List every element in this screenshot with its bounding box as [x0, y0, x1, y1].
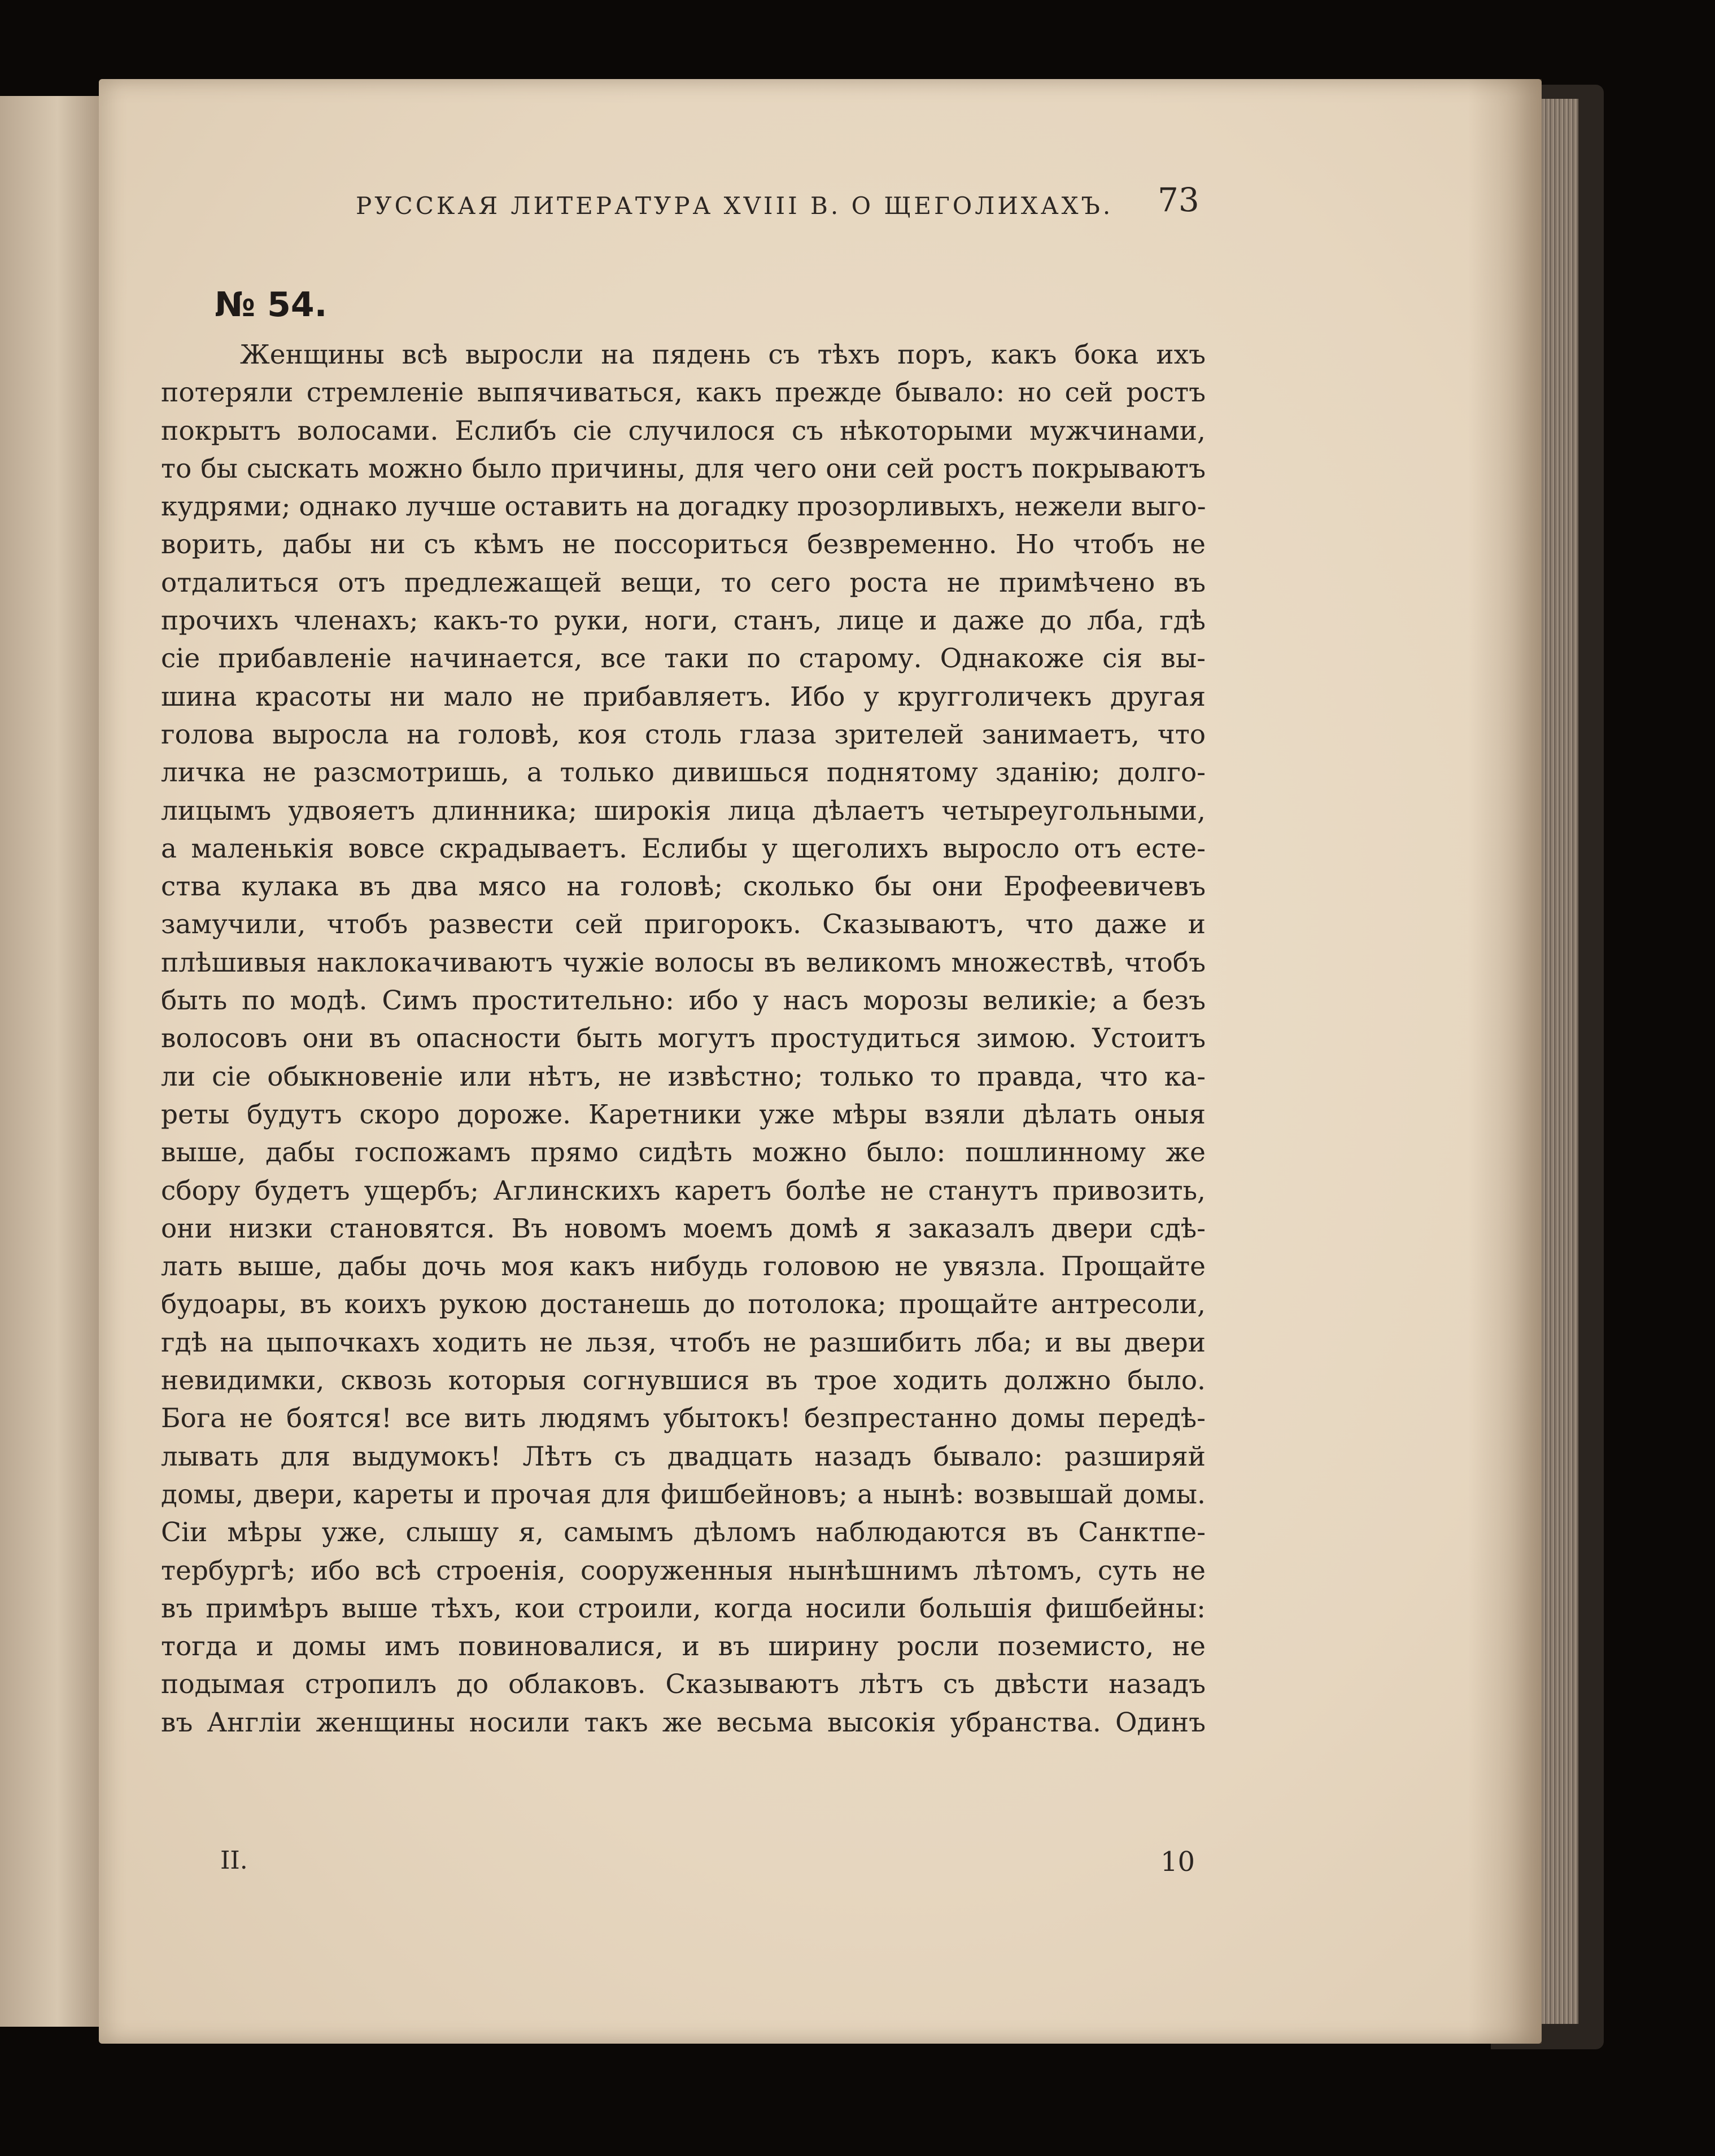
- text-line: невидимки, сквозь которыя согнувшися въ трое ходить должно было.: [161, 1365, 1206, 1397]
- text-line: кудрями; однако лучше оставить на догадку прозорливыхъ, нежели выго-: [161, 491, 1206, 523]
- text-line: быть по модѣ. Симъ простительно: ибо у насъ морозы великіе; а безъ: [161, 985, 1206, 1017]
- text-line: Бога не боятся! все вить людямъ убытокъ! безпрестанно домы передѣ-: [161, 1403, 1206, 1435]
- text-line: покрытъ волосами. Еслибъ сіе случилося съ нѣкоторыми мужчинами,: [161, 415, 1206, 447]
- text-line: ли сіе обыкновеніе или нѣтъ, не извѣстно; только то правда, что ка-: [161, 1061, 1206, 1092]
- text-line: а маленькія вовсе скрадываетъ. Еслибы у щеголихъ выросло отъ есте-: [161, 833, 1206, 864]
- text-line: голова выросла на головѣ, коя столь глаза зрителей занимаетъ, что: [161, 719, 1206, 750]
- text-line: выше, дабы госпожамъ прямо сидѣть можно было: пошлинному же: [161, 1137, 1206, 1169]
- text-line: лицымъ удвояетъ длинника; широкія лица дѣлаетъ четыреугольными,: [161, 795, 1206, 826]
- text-line: сіе прибавленіе начинается, все таки по старому. Однакоже сія вы-: [161, 643, 1206, 675]
- text-line: волосовъ они въ опасности быть могутъ простудиться зимою. Устоитъ: [161, 1023, 1206, 1055]
- text-line: подымая стропилъ до облаковъ. Сказываютъ лѣтъ съ двѣсти назадъ: [161, 1669, 1206, 1700]
- running-head: РУССКАЯ ЛИТЕРАТУРА XVIII В. О ЩЕГОЛИХАХЪ.: [356, 192, 1114, 220]
- text-line: прочихъ членахъ; какъ-то руки, ноги, станъ, лице и даже до лба, гдѣ: [161, 605, 1206, 637]
- text-line: сбору будетъ ущербъ; Аглинскихъ каретъ болѣе не станутъ привозить,: [161, 1175, 1206, 1206]
- text-line: то бы сыскать можно было причины, для чего они сей ростъ покрываютъ: [161, 453, 1206, 484]
- text-line: потеряли стремленіе выпячиваться, какъ прежде бывало: но сей ростъ: [161, 377, 1206, 409]
- text-line: Сіи мѣры уже, слышу я, самымъ дѣломъ наблюдаются въ Санктпе-: [161, 1517, 1206, 1549]
- text-line: въ примѣръ выше тѣхъ, кои строили, когда носили большія фишбейны:: [161, 1593, 1206, 1624]
- text-line: отдалиться отъ предлежащей вещи, то сего роста не примѣчено въ: [161, 567, 1206, 598]
- footer-signature: II.: [220, 1846, 248, 1875]
- footer-sheet-number: 10: [1160, 1846, 1195, 1878]
- text-line: тербургѣ; ибо всѣ строенія, сооруженныя нынѣшнимъ лѣтомъ, суть не: [161, 1555, 1206, 1586]
- page-number: 73: [1158, 181, 1199, 219]
- previous-page-edge: [0, 96, 104, 2027]
- text-line: тогда и домы имъ повиновалися, и въ ширину росли поземисто, не: [161, 1631, 1206, 1663]
- body-text: [161, 336, 1206, 1742]
- text-line: въ Англіи женщины носили такъ же весьма высокія убранства. Одинъ: [161, 1707, 1206, 1738]
- text-line: ства кулака въ два мясо на головѣ; сколько бы они Ерофеевичевъ: [161, 871, 1206, 903]
- text-line: гдѣ на цыпочкахъ ходить не льзя, чтобъ не разшибить лба; и вы двери: [161, 1327, 1206, 1358]
- text-line: домы, двери, кареты и прочая для фишбейновъ; а нынѣ: возвышай домы.: [161, 1479, 1206, 1510]
- text-line: будоары, въ коихъ рукою достанешь до потолока; прощайте антресоли,: [161, 1289, 1206, 1320]
- page-gutter-shade: [1468, 79, 1542, 2044]
- text-line: плѣшивыя наклокачиваютъ чужіе волосы въ великомъ множествѣ, чтобъ: [161, 947, 1206, 978]
- text-line: лывать для выдумокъ! Лѣтъ съ двадцать назадъ бывало: разширяй: [161, 1441, 1206, 1472]
- text-line: личка не разсмотришь, а только дивишься поднятому зданію; долго-: [161, 757, 1206, 789]
- text-line: реты будутъ скоро дороже. Каретники уже мѣры взяли дѣлать оныя: [161, 1099, 1206, 1130]
- text-line: они низки становятся. Въ новомъ моемъ домѣ я заказалъ двери сдѣ-: [161, 1213, 1206, 1244]
- text-line: ворить, дабы ни съ кѣмъ не поссориться безвременно. Но чтобъ не: [161, 529, 1206, 561]
- section-number: № 54.: [215, 285, 328, 325]
- text-line: шина красоты ни мало не прибавляетъ. Ибо у кругголичекъ другая: [161, 681, 1206, 712]
- text-line: Женщины всѣ выросли на пядень съ тѣхъ поръ, какъ бока ихъ: [240, 339, 1206, 370]
- text-line: лать выше, дабы дочь моя какъ нибудь головою не увязла. Прощайте: [161, 1251, 1206, 1283]
- text-line: замучили, чтобъ развести сей пригорокъ. Сказываютъ, что даже и: [161, 909, 1206, 941]
